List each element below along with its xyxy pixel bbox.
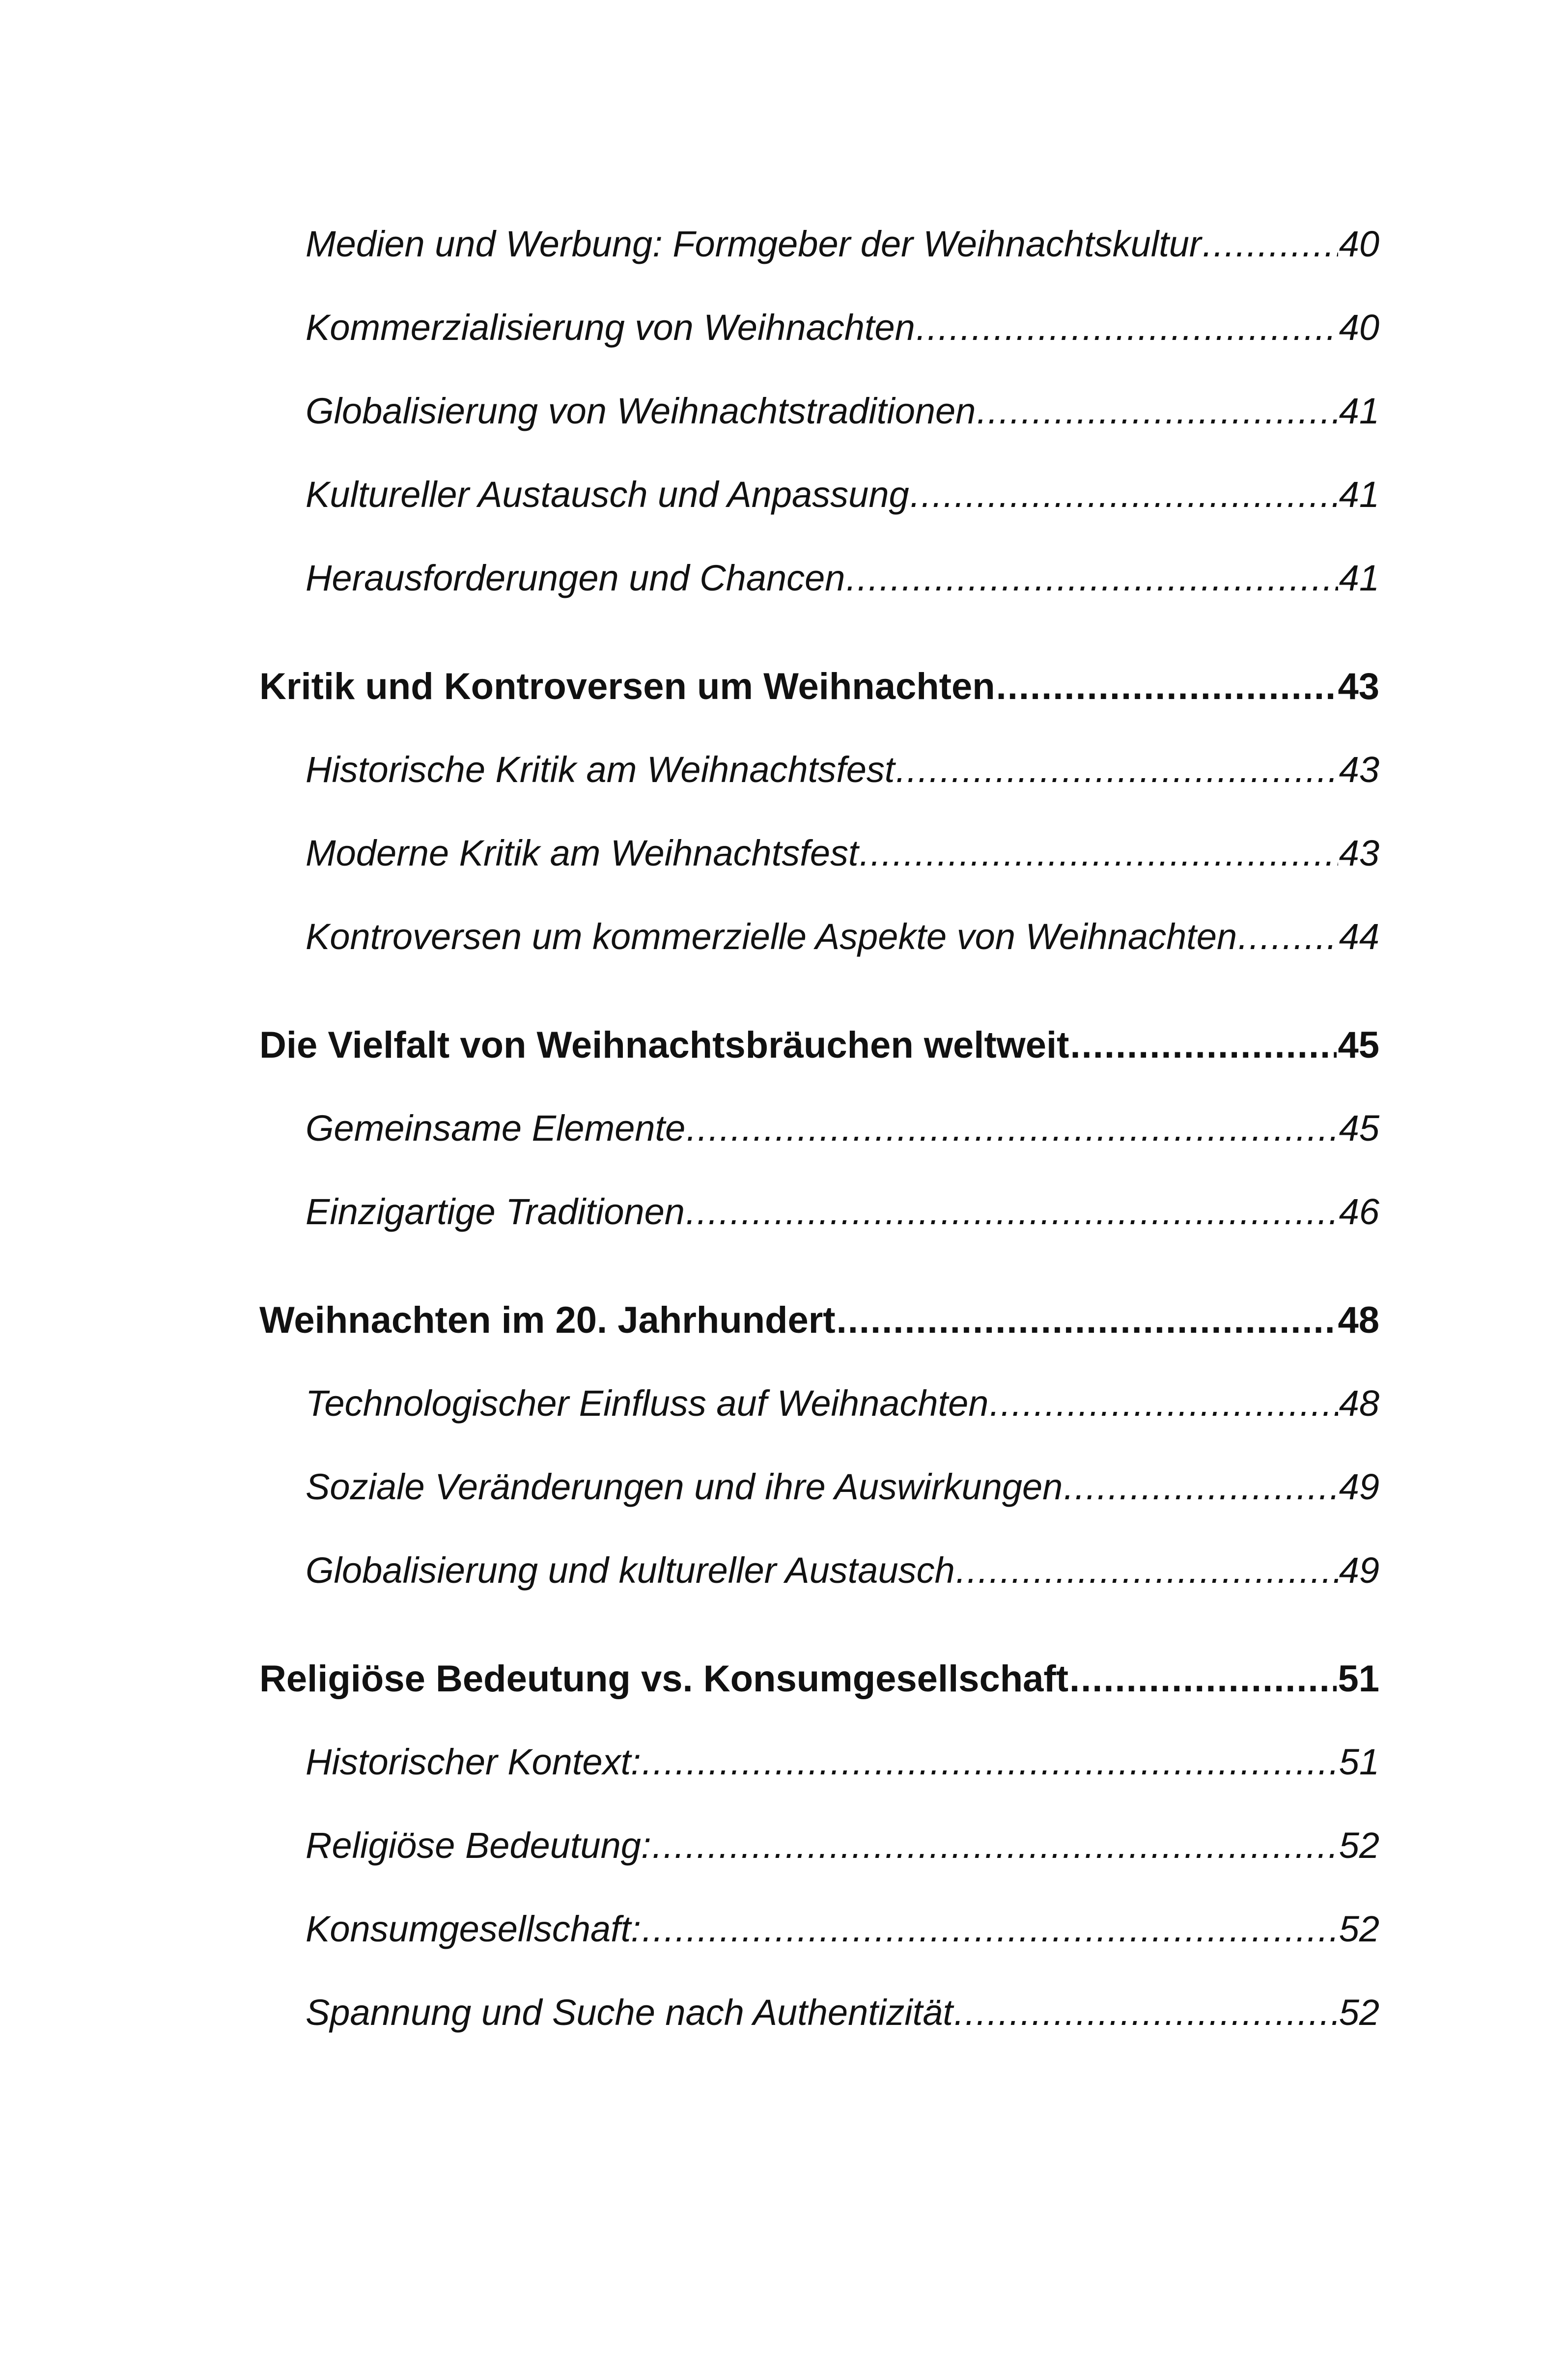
- toc-dot-leader: [860, 835, 1338, 871]
- toc-entry-page-number: 46: [1339, 1191, 1379, 1232]
- toc-entry-page-number: 49: [1339, 1466, 1379, 1507]
- toc-entry-title: Historische Kritik am Weihnachtsfest: [306, 749, 895, 790]
- toc-entry-page-number: 45: [1338, 1024, 1379, 1066]
- toc-dot-leader: [686, 1194, 1338, 1230]
- toc-dot-leader: [642, 1744, 1338, 1780]
- toc-dot-leader: [989, 1385, 1338, 1422]
- toc-dot-leader: [977, 393, 1338, 429]
- toc-section-entry[interactable]: [306, 1827, 1379, 1911]
- toc-entry-page-number: 48: [1338, 1299, 1379, 1341]
- toc-chapter-entry[interactable]: [259, 668, 1379, 752]
- toc-entry-title: Gemeinsame Elemente: [306, 1108, 686, 1149]
- toc-section-entry[interactable]: [306, 1741, 1379, 1827]
- toc-section-entry[interactable]: [306, 226, 1379, 309]
- toc-entry-title: Kritik und Kontroversen um Weihnachten: [259, 666, 995, 707]
- toc-entry-title: Medien und Werbung: Formgeber der Weihnachtskultur: [306, 224, 1202, 264]
- toc-entry-page-number: 45: [1339, 1108, 1379, 1149]
- toc-entry-title: Soziale Veränderungen und ihre Auswirkungen: [306, 1466, 1063, 1507]
- toc-entry-title: Moderne Kritik am Weihnachtsfest: [306, 833, 859, 873]
- toc-entry-page-number: 44: [1339, 916, 1379, 957]
- toc-entry-title: Historischer Kontext:: [306, 1741, 641, 1782]
- toc-entry-title: Konsumgesellschaft:: [306, 1909, 641, 1949]
- toc-entry-page-number: 40: [1339, 307, 1379, 348]
- toc-dot-leader: [1064, 1469, 1338, 1505]
- toc-section-entry[interactable]: [306, 393, 1379, 477]
- toc-section-entry[interactable]: [306, 474, 1379, 560]
- toc-entry-page-number: 41: [1339, 391, 1379, 431]
- toc-entry-title: Kommerzialisierung von Weihnachten: [306, 307, 915, 348]
- toc-entry-title: Religiöse Bedeutung:: [306, 1825, 651, 1866]
- toc-entry-page-number: 51: [1338, 1658, 1379, 1700]
- toc-entry-page-number: 48: [1339, 1383, 1379, 1424]
- toc-section-entry[interactable]: [306, 1911, 1379, 1994]
- toc-dot-leader: [686, 1110, 1338, 1147]
- toc-entry-title: Technologischer Einfluss auf Weihnachten: [306, 1383, 989, 1424]
- toc-entry-title: Globalisierung von Weihnachtstraditionen: [306, 391, 976, 431]
- toc-dot-leader: [1203, 226, 1338, 262]
- toc-dot-leader: [916, 309, 1338, 346]
- toc-dot-leader: [1070, 1027, 1337, 1064]
- toc-dot-leader: [1238, 919, 1338, 955]
- toc-section-entry[interactable]: [306, 835, 1379, 919]
- toc-entry-title: Kultureller Austausch und Anpassung: [306, 474, 909, 515]
- toc-dot-leader: [954, 1994, 1338, 2031]
- toc-dot-leader: [642, 1911, 1338, 1947]
- table-of-contents: [259, 226, 1379, 2078]
- toc-dot-leader: [1069, 1660, 1337, 1698]
- toc-section-entry[interactable]: [306, 916, 1379, 1002]
- toc-section-entry[interactable]: [306, 749, 1379, 835]
- toc-entry-page-number: 52: [1339, 1909, 1379, 1949]
- toc-section-entry[interactable]: [306, 1994, 1379, 2078]
- toc-section-entry[interactable]: [306, 560, 1379, 644]
- toc-section-entry[interactable]: [306, 1552, 1379, 1636]
- toc-entry-title: Herausforderungen und Chancen: [306, 558, 845, 598]
- toc-entry-title: Spannung und Suche nach Authentizität: [306, 1992, 953, 2033]
- toc-dot-leader: [910, 477, 1338, 513]
- toc-entry-page-number: 43: [1339, 749, 1379, 790]
- toc-entry-title: Die Vielfalt von Weihnachtsbräuchen weltweit: [259, 1024, 1069, 1066]
- toc-chapter-entry[interactable]: [259, 1024, 1379, 1110]
- toc-section-entry[interactable]: [306, 1110, 1379, 1194]
- toc-entry-page-number: 52: [1339, 1992, 1379, 2033]
- toc-chapter-entry[interactable]: [259, 1299, 1379, 1385]
- toc-dot-leader: [896, 752, 1338, 788]
- toc-dot-leader: [652, 1827, 1338, 1864]
- toc-entry-page-number: 41: [1339, 558, 1379, 598]
- toc-entry-page-number: 43: [1339, 833, 1379, 873]
- toc-dot-leader: [996, 668, 1337, 705]
- toc-entry-title: Einzigartige Traditionen: [306, 1191, 685, 1232]
- toc-dot-leader: [846, 560, 1338, 596]
- toc-section-entry[interactable]: [306, 1466, 1379, 1552]
- toc-section-entry[interactable]: [306, 1191, 1379, 1277]
- toc-entry-page-number: 52: [1339, 1825, 1379, 1866]
- toc-entry-page-number: 41: [1339, 474, 1379, 515]
- toc-entry-page-number: 51: [1339, 1741, 1379, 1782]
- toc-dot-leader: [837, 1302, 1337, 1339]
- toc-chapter-entry[interactable]: [259, 1660, 1379, 1744]
- toc-section-entry[interactable]: [306, 1385, 1379, 1469]
- toc-entry-page-number: 49: [1339, 1550, 1379, 1591]
- toc-entry-page-number: 40: [1339, 224, 1379, 264]
- toc-section-entry[interactable]: [306, 309, 1379, 393]
- toc-entry-title: Weihnachten im 20. Jahrhundert: [259, 1299, 836, 1341]
- toc-entry-title: Globalisierung und kultureller Austausch: [306, 1550, 955, 1591]
- toc-entry-title: Kontroversen um kommerzielle Aspekte von Weihnachten: [306, 916, 1237, 957]
- toc-entry-page-number: 43: [1338, 666, 1379, 707]
- toc-entry-title: Religiöse Bedeutung vs. Konsumgesellschaft: [259, 1658, 1069, 1700]
- toc-dot-leader: [956, 1552, 1338, 1589]
